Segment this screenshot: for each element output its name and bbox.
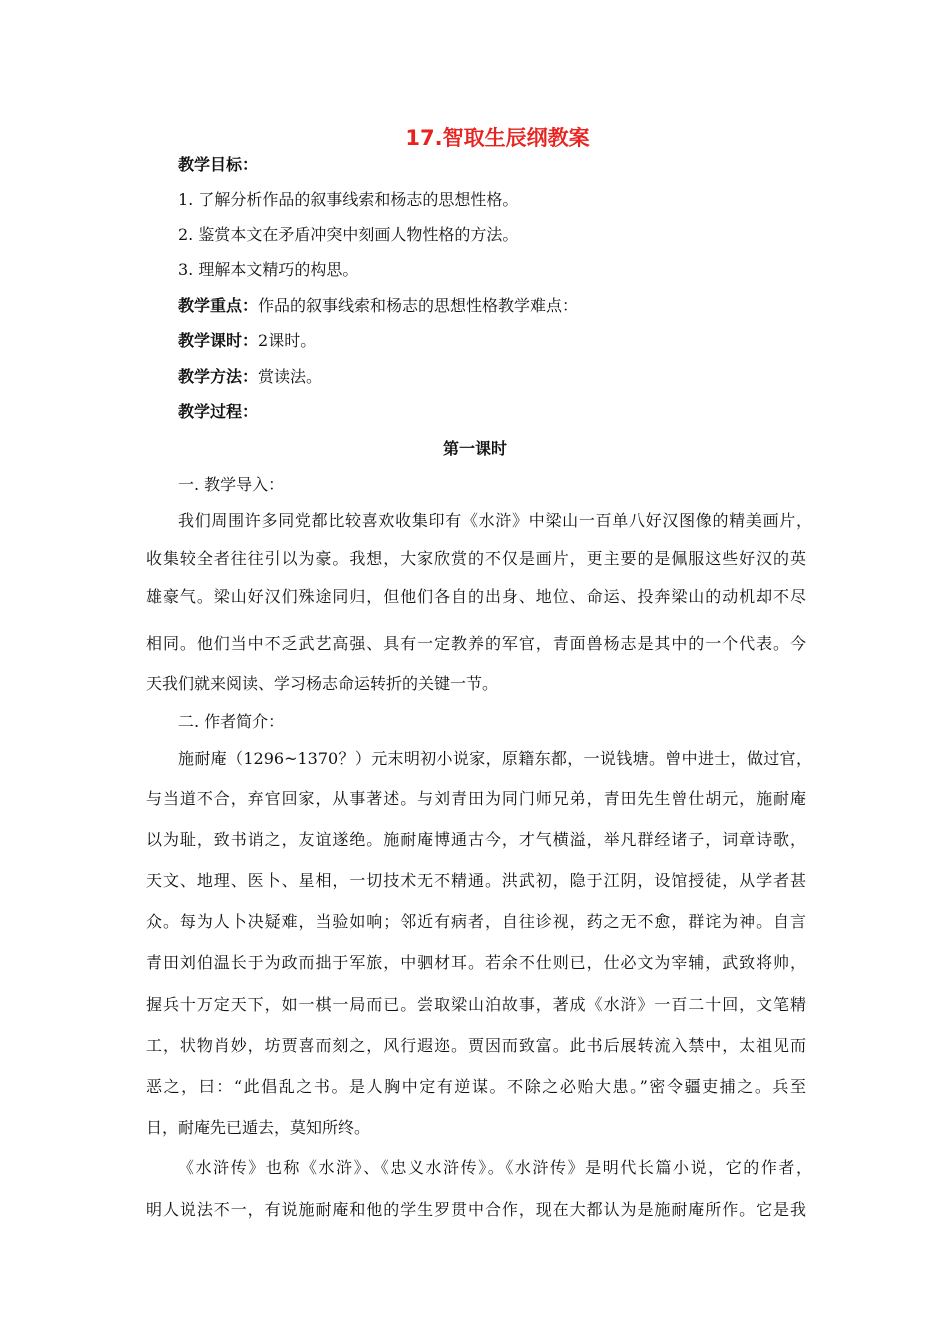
key-point-line — [178, 295, 578, 317]
paragraph-line: 收集较全者往往引以为豪。我想，大家欣赏的不仅是画片，更主要的是佩服这些好汉的英 — [146, 549, 806, 568]
period-line — [178, 330, 316, 352]
period-text: 2课时。 — [258, 331, 317, 350]
paragraph-line: 我们周围许多同党都比较喜欢收集印有《水浒》中梁山一百单八好汉图像的精美画片， — [178, 511, 812, 530]
paragraph-line: 与当道不合，弃官回家，从事著述。与刘青田为同门师兄弟，青田先生曾仕胡元，施耐庵 — [146, 789, 806, 808]
paragraph-line: 日，耐庵先已遁去，莫知所终。 — [146, 1118, 371, 1137]
objective-item: 2. 鉴赏本文在矛盾冲突中刻画人物性格的方法。 — [178, 225, 519, 244]
paragraph-line: 施耐庵（1296~1370？）元末明初小说家，原籍东都，一说钱塘。曾中进士，做过官， — [178, 749, 812, 768]
objective-item: 1. 了解分析作品的叙事线索和杨志的思想性格。 — [178, 190, 519, 209]
method-text: 赏读法。 — [258, 367, 323, 386]
paragraph-line: 天我们就来阅读、学习杨志命运转折的关键一节。 — [146, 674, 499, 693]
section-heading: 一. 教学导入： — [178, 475, 285, 494]
paragraph-line: 工，状物肖妙，坊贾喜而刻之，风行遐迩。贾因而致富。此书后展转流入禁中，太祖见而 — [146, 1036, 806, 1055]
key-point-label: 教学重点： — [178, 296, 259, 315]
paragraph-line: 相同。他们当中不乏武艺高强、具有一定教养的军官，青面兽杨志是其中的一个代表。今 — [146, 634, 806, 653]
lesson-heading: 第一课时 — [442, 439, 507, 458]
method-label: 教学方法： — [178, 367, 259, 386]
paragraph-line: 明人说法不一，有说施耐庵和他的学生罗贯中合作，现在大都认为是施耐庵所作。它是我 — [146, 1200, 806, 1219]
paragraph-line: 天文、地理、医卜、星相，一切技术无不精通。洪武初，隐于江阴，设馆授徒，从学者甚 — [146, 871, 806, 890]
paragraph-line: 握兵十万定天下，如一棋一局而已。尝取梁山泊故事，著成《水浒》一百二十回，文笔精 — [146, 995, 806, 1014]
process-heading: 教学过程： — [178, 402, 259, 421]
objectives-heading: 教学目标： — [178, 155, 259, 174]
paragraph-line: 以为耻，致书诮之，友谊遂绝。施耐庵博通古今，才气横溢，举凡群经诸子，词章诗歌， — [146, 830, 806, 849]
paragraph-line: 青田刘伯温长于为政而拙于军旅，中驷材耳。若余不仕则已，仕必文为宰辅，武致将帅， — [146, 953, 806, 972]
method-line — [178, 366, 322, 388]
objective-item: 3. 理解本文精巧的构思。 — [178, 260, 359, 279]
paragraph-line: 众。每为人卜决疑难，当验如响；邻近有病者，自往诊视，药之无不愈，群诧为神。自言 — [146, 912, 806, 931]
section-heading: 二. 作者简介： — [178, 712, 285, 731]
period-label: 教学课时： — [178, 331, 259, 350]
paragraph-line: 恶之，曰：“此倡乱之书。是人胸中定有逆谋。不除之必贻大患。”密令疆吏捕之。兵至 — [146, 1077, 806, 1096]
paragraph-line: 雄豪气。梁山好汉们殊途同归，但他们各自的出身、地位、命运、投奔梁山的动机却不尽 — [146, 587, 806, 606]
key-point-text: 作品的叙事线索和杨志的思想性格教学难点： — [258, 296, 579, 315]
paragraph-line: 《水浒传》也称《水浒》、《忠义水浒传》。《水浒传》是明代长篇小说，它的作者， — [178, 1158, 812, 1177]
page-title: 17.智取生辰纲教案 — [405, 126, 590, 150]
